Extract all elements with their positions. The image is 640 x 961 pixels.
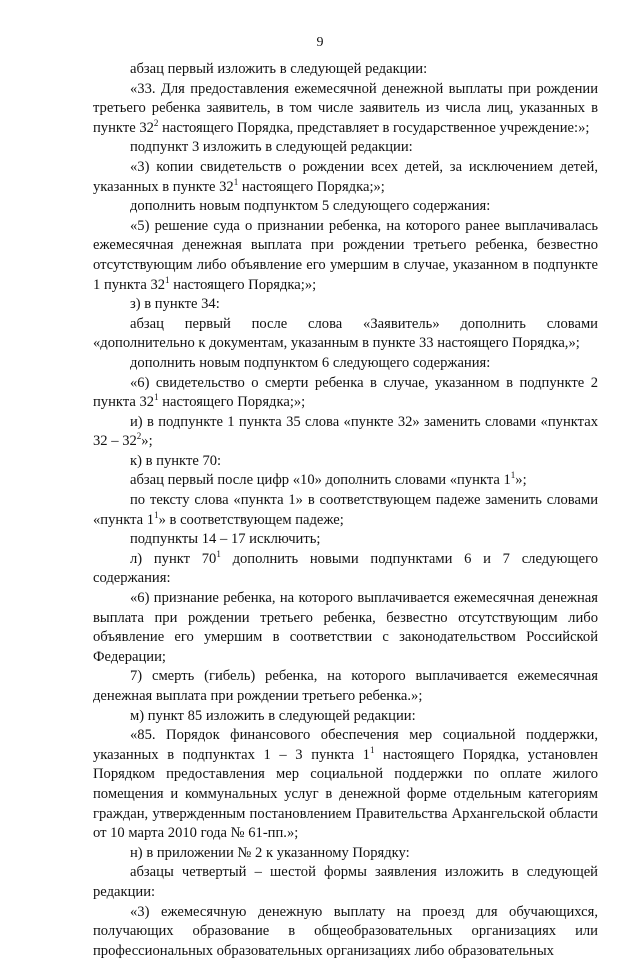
paragraph	[93, 589, 598, 667]
superscript: 1	[154, 392, 159, 403]
paragraph	[93, 844, 598, 864]
document-body	[93, 60, 598, 961]
paragraph-text: к) в пункте 70:	[130, 452, 222, 469]
paragraph-text: » в соответствующем падеже;	[158, 511, 344, 528]
paragraph-text: »;	[515, 472, 527, 489]
paragraph-text: абзац первый после цифр «10» дополнить словами «пункта 1	[130, 472, 511, 489]
paragraph	[93, 530, 598, 550]
superscript: 1	[510, 470, 516, 481]
paragraph-text: настоящего Порядка;»;	[158, 394, 306, 411]
superscript: 1	[233, 176, 239, 187]
paragraph	[93, 374, 598, 413]
paragraph-text: и) в подпункте 1 пункта 35 слова «пункте 32» заменить словами «пунктах 32 – 32	[93, 413, 598, 450]
superscript: 1	[216, 548, 221, 559]
paragraph	[93, 60, 598, 80]
paragraph-text: настоящего Порядка;»;	[238, 178, 385, 195]
paragraph	[93, 354, 598, 374]
paragraph-text: подпункты 14 – 17 исключить;	[130, 531, 321, 548]
paragraph-text: дополнить новым подпунктом 6 следующего содержания:	[130, 354, 491, 371]
paragraph-text: настоящего Порядка, представляет в государственное учреждение:»;	[158, 119, 590, 136]
paragraph	[93, 80, 598, 139]
paragraph	[93, 491, 598, 530]
superscript: 2	[136, 431, 142, 442]
paragraph	[93, 471, 598, 491]
paragraph-text: «85. Порядок финансового обеспечения мер социальной поддержки, указанных в подпунктах 1 – 3 пункта 1	[93, 727, 598, 763]
paragraph	[93, 217, 598, 295]
paragraph-text: по тексту слова «пункта 1» в соответствующем падеже заменить словами «пункта 1	[93, 492, 598, 528]
paragraph-text: «33. Для предоставления ежемесячной денежной выплаты при рождении третьего ребенка заявитель, в том числе заявитель из числа лиц, указанных в пункте 32	[93, 80, 598, 136]
paragraph	[93, 315, 598, 354]
paragraph-text: »;	[141, 433, 153, 450]
paragraph	[93, 726, 598, 844]
paragraph-text: з) в пункте 34:	[130, 296, 220, 313]
paragraph	[93, 138, 598, 158]
paragraph-text: «3) копии свидетельств о рождении всех детей, за исключением детей, указанных в пункте 32	[93, 158, 598, 195]
superscript: 1	[165, 274, 170, 285]
paragraph-text: дополнить новым подпунктом 5 следующего содержания:	[130, 198, 491, 215]
paragraph-text: настоящего Порядка;»;	[169, 276, 317, 293]
paragraph-text: абзацы четвертый – шестой формы заявления изложить в следующей редакции:	[93, 864, 598, 900]
paragraph-text: подпункт 3 изложить в следующей редакции:	[130, 139, 413, 156]
paragraph	[93, 667, 598, 706]
paragraph	[93, 197, 598, 217]
paragraph-text: «6) признание ребенка, на которого выплачивается ежемесячная денежная выплата при рождении третьего ребенка, безвестно отсутствующим либо объявление его умершим в соответствии с законодательством Российской Федерации;	[93, 590, 598, 665]
paragraph-text: 7) смерть (гибель) ребенка, на которого выплачивается ежемесячная денежная выплата при рождении третьего ребенка.»;	[93, 668, 598, 704]
paragraph-text: л) пункт 70	[130, 550, 217, 567]
paragraph-text: абзац первый изложить в следующей редакции:	[130, 61, 428, 77]
paragraph	[93, 413, 598, 452]
paragraph-text: дополнить новыми подпунктами 6 и 7 следующего содержания:	[93, 550, 598, 587]
paragraph-text: н) в приложении № 2 к указанному Порядку:	[130, 844, 410, 861]
paragraph	[93, 452, 598, 472]
paragraph-text: «6) свидетельство о смерти ребенка в случае, указанном в подпункте 2 пункта 32	[93, 374, 598, 411]
paragraph	[93, 550, 598, 589]
paragraph	[93, 903, 598, 961]
superscript: 1	[369, 744, 375, 755]
superscript: 1	[154, 509, 159, 520]
paragraph-text: «5) решение суда о признании ребенка, на которого ранее выплачивалась ежемесячная денежная выплата при рождении третьего ребенка, безвестно отсутствующим либо объявление его умершим в случае, указанном в подпункте 1 пункта 32	[93, 217, 598, 293]
paragraph	[93, 707, 598, 727]
paragraph-text: абзац первый после слова «Заявитель» дополнить словами «дополнительно к документам, указанным в пункте 33 настоящего Порядка,»;	[93, 315, 598, 352]
paragraph-text: м) пункт 85 изложить в следующей редакции:	[130, 707, 416, 724]
paragraph	[93, 295, 598, 315]
page-number: 9	[316, 35, 324, 50]
paragraph	[93, 863, 598, 902]
superscript: 2	[153, 117, 159, 128]
paragraph-text: «3) ежемесячную денежную выплату на проезд для обучающихся, получающих образование в общеобразовательных организациях или профессиональных образовательных организациях либо образовательных	[93, 903, 598, 959]
paragraph-text: настоящего Порядка, установлен Порядком предоставления мер социальной поддержки по оплате жилого помещения и коммунальных услуг в денежной форме отдельным категориям граждан, утвержденным постановлением Правительства Архангельской области от 10 марта 2010 года № 61-пп.»;	[93, 746, 598, 842]
paragraph	[93, 158, 598, 197]
